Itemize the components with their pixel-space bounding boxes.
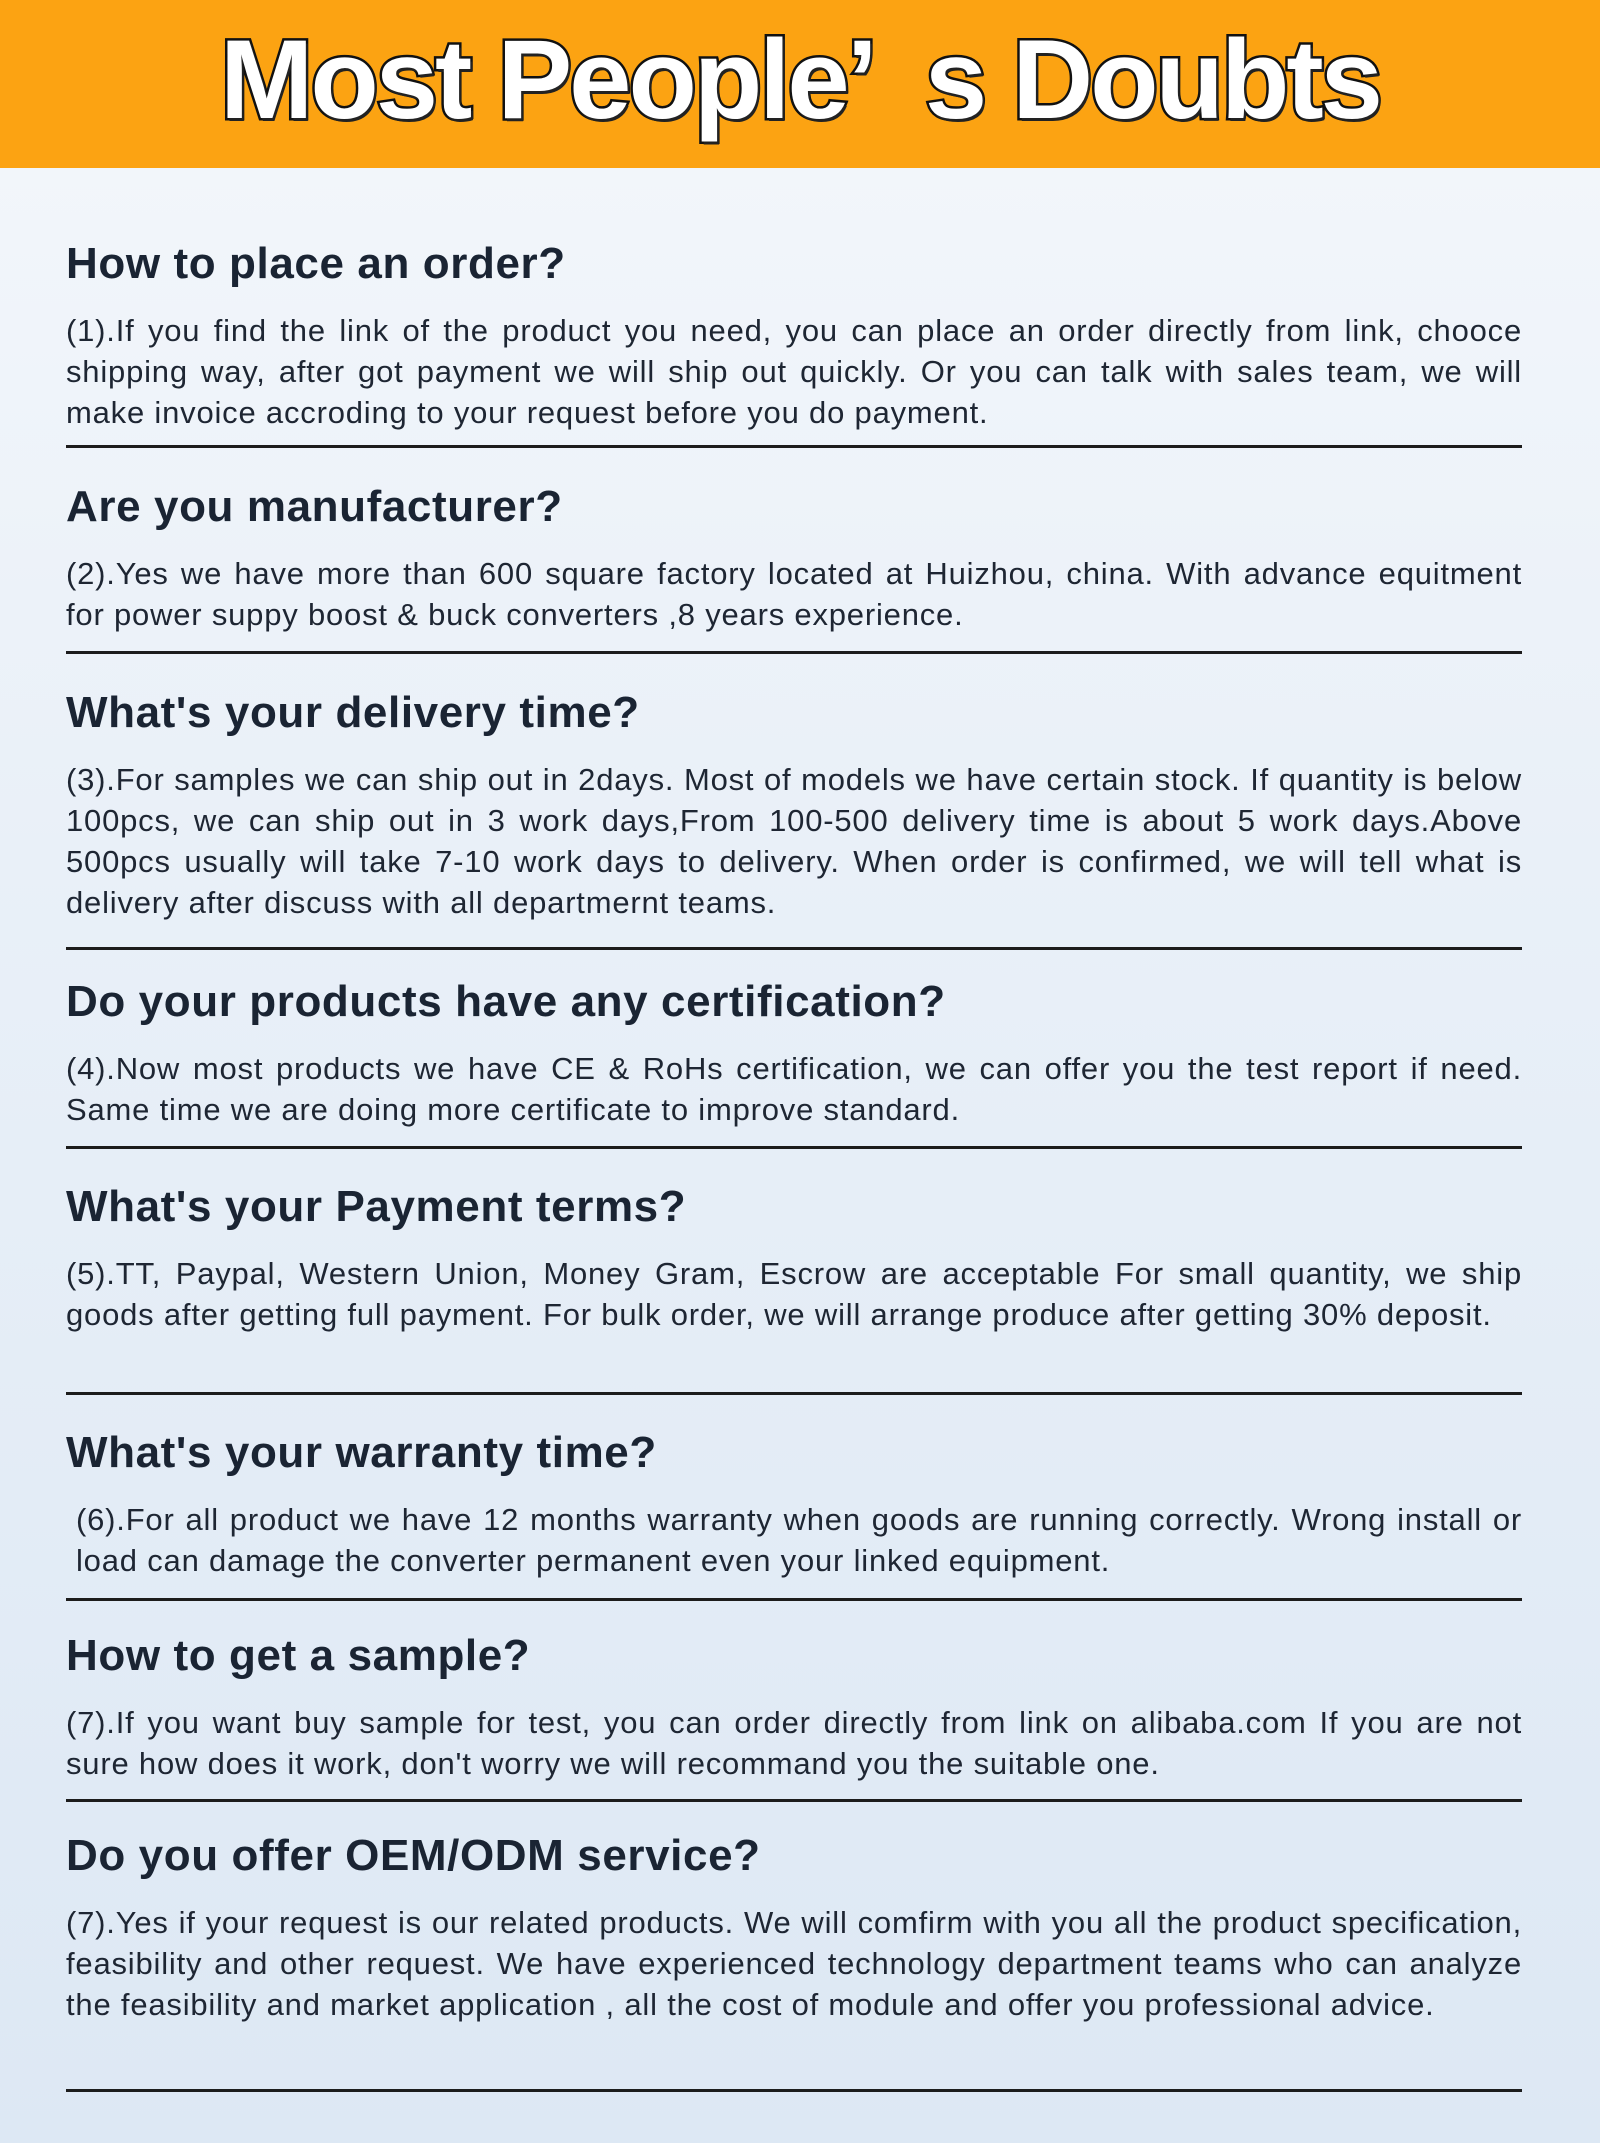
faq-answer: (6).For all product we have 12 months warranty when goods are running correctly. Wrong install or load can damage the converter permanent even your linked equipment.	[76, 1502, 1522, 1578]
faq-item-warranty	[66, 1427, 1522, 1601]
header-banner	[0, 0, 1600, 168]
faq-item-order	[66, 238, 1522, 448]
faq-answer: (3).For samples we can ship out in 2days. Most of models we have certain stock. If quantity is below 100pcs, we can ship out in 3 work days,From 100-500 delivery time is about 5 work days.Above 500pcs usually will take 7-10 work days to delivery. When order is confirmed, we will tell what is delivery after discuss with all departmernt teams.	[66, 762, 1522, 920]
faq-item-manufacturer	[66, 481, 1522, 654]
faq-item-certification	[66, 976, 1522, 1149]
faq-answer: (5).TT, Paypal, Western Union, Money Gram, Escrow are acceptable For small quantity, we ship goods after getting full payment. For bulk order, we will arrange produce after getting 30% deposit.	[66, 1256, 1522, 1332]
faq-item-payment	[66, 1181, 1522, 1395]
faq-item-delivery	[66, 687, 1522, 950]
faq-question: Are you manufacturer?	[66, 482, 563, 531]
faq-answer: (2).Yes we have more than 600 square factory located at Huizhou, china. With advance equitment for power suppy boost & buck converters ,8 years experience.	[66, 556, 1522, 632]
faq-question: How to place an order?	[66, 239, 566, 288]
faq-question: Do you offer OEM/ODM service?	[66, 1831, 761, 1880]
faq-question: Do your products have any certification?	[66, 977, 946, 1026]
page-title: Most People’ s Doubts	[220, 17, 1380, 142]
faq-answer: (1).If you find the link of the product you need, you can place an order directly from link, chooce shipping way, after got payment we will ship out quickly. Or you can talk with sales team, we will make invoice accroding to your request before you do payment.	[66, 313, 1522, 430]
faq-question: How to get a sample?	[66, 1631, 531, 1680]
faq-question: What's your Payment terms?	[66, 1182, 687, 1231]
faq-answer: (4).Now most products we have CE & RoHs certification, we can offer you the test report if need. Same time we are doing more certificate to improve standard.	[66, 1051, 1522, 1127]
faq-item-sample	[66, 1630, 1522, 1802]
faq-item-oem-odm	[66, 1830, 1522, 2092]
faq-answer: (7).If you want buy sample for test, you can order directly from link on alibaba.com If you are not sure how does it work, don't worry we will recommand you the suitable one.	[66, 1705, 1522, 1781]
faq-answer: (7).Yes if your request is our related products. We will comfirm with you all the product specification, feasibility and other request. We have experienced technology department teams who can analyze the feasibility and market application , all the cost of module and offer you professional advice.	[66, 1905, 1522, 2022]
faq-question: What's your delivery time?	[66, 688, 640, 737]
faq-question: What's your warranty time?	[66, 1428, 657, 1477]
